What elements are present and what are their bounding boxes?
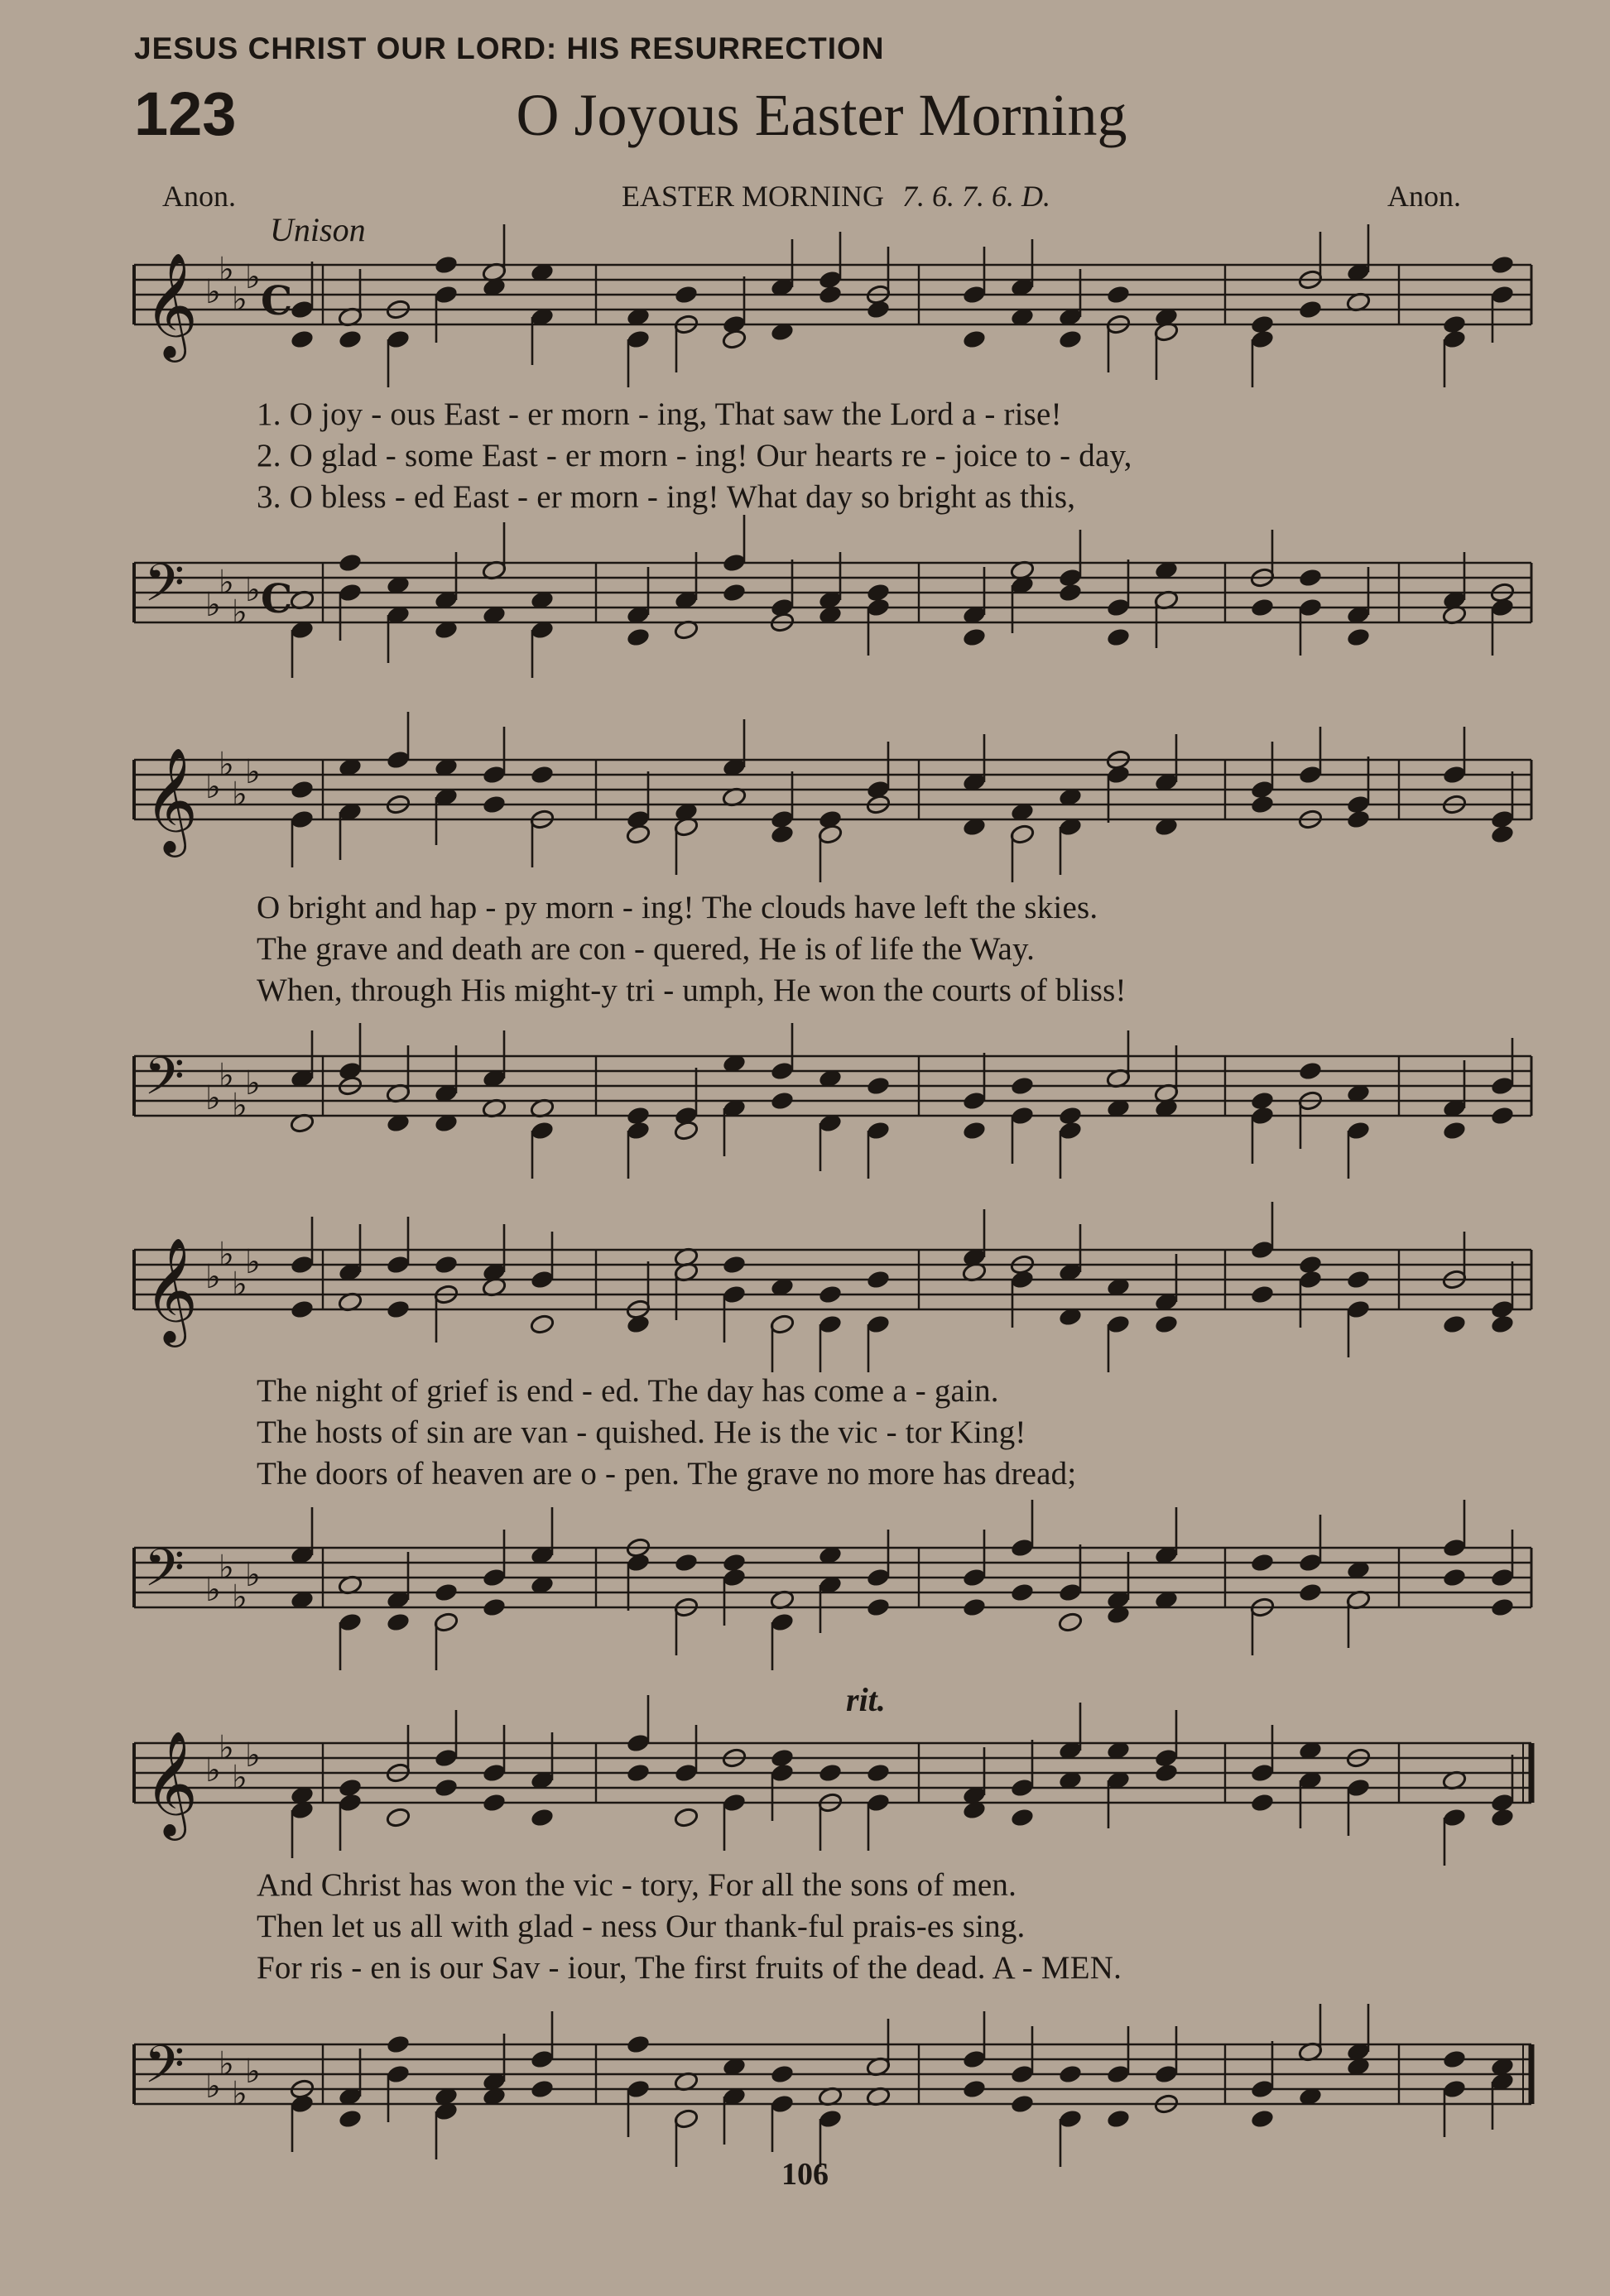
note-head [1010, 1582, 1036, 1603]
treble-clef-icon: 𝄞 [144, 1237, 199, 1343]
lyric-line: The grave and death are con - quered, He is of life the Way. [257, 931, 1036, 967]
note-head [962, 329, 988, 350]
lyric-line: The night of grief is end - ed. The day has come a - gain. [257, 1373, 999, 1409]
section-heading: JESUS CHRIST OUR LORD: HIS RESURRECTION [134, 31, 885, 65]
lyric-line: For ris - en is our Sav - iour, The first fruits of the dead. A - MEN. [257, 1950, 1122, 1986]
note-head [1250, 1792, 1276, 1813]
flat-sign-icon: ♭ [219, 1236, 234, 1274]
time-signature-icon: C [261, 278, 293, 324]
note-head [770, 2063, 795, 2085]
note-head [1490, 1807, 1516, 1828]
note-head [530, 1314, 555, 1335]
note-head [1442, 1314, 1468, 1335]
flat-sign-icon: ♭ [245, 1556, 261, 1594]
lyric-line: 2. O glad - some East - er morn - ing! Our hearts re - joice to - day, [257, 438, 1132, 473]
note-head [386, 2034, 411, 2055]
note-head [1010, 2093, 1036, 2115]
flat-sign-icon: ♭ [205, 2068, 221, 2106]
page-number: 106 [781, 2157, 829, 2192]
flat-sign-icon: ♭ [232, 1266, 248, 1304]
note-head [866, 1075, 892, 1097]
note-head [962, 2078, 988, 2100]
lyric-line: O bright and hap - py morn - ing! The clouds have left the skies. [257, 890, 1098, 925]
flat-sign-icon: ♭ [232, 1087, 248, 1125]
note-head [1058, 329, 1084, 350]
note-head [1346, 809, 1372, 830]
treble-staff-2 [124, 743, 1540, 853]
treble-staff-3 [124, 1233, 1540, 1343]
note-head [1490, 254, 1516, 276]
lyric-line: The hosts of sin are van - quished. He is the vic - tor King! [257, 1415, 1026, 1450]
flat-sign-icon: ♭ [245, 1736, 261, 1775]
flat-sign-icon: ♭ [232, 593, 248, 632]
note-head [1442, 1567, 1468, 1588]
flat-sign-icon: ♭ [232, 1759, 248, 1797]
note-head [962, 627, 988, 648]
bass-clef-icon: 𝄢 [144, 1537, 185, 1611]
note-head [1250, 597, 1276, 618]
hymn-number: 123 [134, 79, 237, 148]
bass-clef-icon: 𝄢 [144, 1045, 185, 1119]
note-head [674, 1120, 699, 1141]
bass-clef-icon: 𝄢 [144, 552, 185, 626]
note-head [674, 1552, 699, 1573]
note-head [338, 552, 363, 574]
treble-clef-icon: 𝄞 [144, 747, 199, 853]
lyric-line: When, through His might-y tri - umph, He won the courts of bliss! [257, 973, 1127, 1008]
note-head [1490, 1105, 1516, 1126]
note-head [1058, 1612, 1084, 1633]
note-head [722, 1254, 747, 1275]
flat-sign-icon: ♭ [219, 564, 234, 602]
unison-direction: Unison [270, 211, 366, 248]
rit-direction: rit. [846, 1681, 886, 1718]
note-head [818, 1762, 843, 1784]
note-head [434, 1777, 459, 1799]
note-head [674, 1807, 699, 1828]
note-head [1490, 1314, 1516, 1335]
note-head [866, 1269, 892, 1290]
note-head [1298, 299, 1324, 320]
tune-info [0, 179, 1610, 214]
flat-sign-icon: ♭ [219, 1057, 234, 1095]
note-head [386, 1299, 411, 1320]
note-head [1298, 1060, 1324, 1082]
flat-sign-icon: ♭ [205, 768, 221, 806]
note-head [1010, 1807, 1036, 1828]
note-head [482, 794, 507, 815]
music-credit: Anon. [1387, 180, 1461, 213]
time-signature-icon: C [261, 576, 293, 622]
note-head [290, 779, 315, 800]
note-head [1250, 1552, 1276, 1573]
note-head [962, 1120, 988, 1141]
note-head [866, 299, 892, 320]
bass-staff-1 [124, 546, 1540, 646]
note-head [674, 284, 699, 305]
note-head [1106, 284, 1132, 305]
note-head [626, 824, 651, 845]
bass-staff-4 [124, 2028, 1540, 2127]
flat-sign-icon: ♭ [245, 258, 261, 296]
flat-sign-icon: ♭ [245, 1064, 261, 1102]
note-head [434, 1254, 459, 1275]
note-head [866, 1762, 892, 1784]
note-head [530, 764, 555, 785]
note-head [1154, 1762, 1180, 1784]
note-head [626, 2034, 651, 2055]
note-head [1106, 2108, 1132, 2130]
note-head [1250, 2108, 1276, 2130]
note-head [434, 254, 459, 276]
treble-staff-1 [124, 248, 1540, 358]
note-head [338, 329, 363, 350]
bass-clef-icon: 𝄢 [144, 2034, 185, 2107]
flat-sign-icon: ♭ [205, 1258, 221, 1296]
note-head [770, 824, 795, 845]
note-head [1010, 1075, 1036, 1097]
note-head [1298, 567, 1324, 588]
words-credit: Anon. [162, 180, 236, 213]
lyric-line: The doors of heaven are o - pen. The grave no more has dread; [257, 1456, 1077, 1491]
flat-sign-icon: ♭ [245, 753, 261, 791]
note-head [1250, 1284, 1276, 1305]
flat-sign-icon: ♭ [219, 746, 234, 784]
flat-sign-icon: ♭ [245, 571, 261, 609]
note-head [1442, 1120, 1468, 1141]
note-head [770, 1090, 795, 1112]
tune-meter: 7. 6. 7. 6. D. [902, 180, 1050, 213]
note-head [722, 329, 747, 350]
note-head [818, 1284, 843, 1305]
flat-sign-icon: ♭ [245, 1243, 261, 1281]
note-head [1442, 2049, 1468, 2070]
note-head [818, 284, 843, 305]
note-head [1346, 1269, 1372, 1290]
note-head [1106, 627, 1132, 648]
bass-staff-2 [124, 1040, 1540, 1139]
note-head [1490, 824, 1516, 845]
note-head [482, 1597, 507, 1618]
note-head [1490, 1597, 1516, 1618]
flat-sign-icon: ♭ [205, 273, 221, 311]
flat-sign-icon: ♭ [232, 1578, 248, 1616]
flat-sign-icon: ♭ [205, 586, 221, 624]
note-head [626, 1762, 651, 1784]
lyric-line: Then let us all with glad - ness Our thank-ful prais-es sing. [257, 1909, 1026, 1944]
note-head [386, 1612, 411, 1633]
flat-sign-icon: ♭ [205, 1079, 221, 1117]
note-head [290, 1299, 315, 1320]
note-head [626, 627, 651, 648]
flat-sign-icon: ♭ [219, 1729, 234, 1767]
note-head [434, 1582, 459, 1603]
note-head [530, 1807, 555, 1828]
flat-sign-icon: ♭ [219, 1549, 234, 1587]
flat-sign-icon: ♭ [219, 2045, 234, 2083]
treble-clef-icon: 𝄞 [144, 252, 199, 358]
bass-staff-3 [124, 1531, 1540, 1631]
note-head [962, 1597, 988, 1618]
note-head [338, 2108, 363, 2130]
lyric-line: 3. O bless - ed East - er morn - ing! What day so bright as this, [257, 479, 1076, 515]
flat-sign-icon: ♭ [219, 251, 234, 289]
note-head [1058, 582, 1084, 603]
note-head [1154, 1314, 1180, 1335]
tune-name: EASTER MORNING [621, 180, 884, 213]
note-head [1250, 794, 1276, 815]
lyric-line: And Christ has won the vic - tory, For all the sons of men. [257, 1867, 1017, 1903]
flat-sign-icon: ♭ [232, 776, 248, 814]
hymn-title: O Joyous Easter Morning [516, 82, 1127, 148]
flat-sign-icon: ♭ [232, 2075, 248, 2113]
treble-staff-4 [124, 1727, 1540, 1836]
flat-sign-icon: ♭ [245, 2053, 261, 2091]
lyric-line: 1. O joy - ous East - er morn - ing, That saw the Lord a - rise! [257, 396, 1062, 432]
note-head [1346, 627, 1372, 648]
flat-sign-icon: ♭ [205, 1571, 221, 1609]
note-head [482, 1792, 507, 1813]
flat-sign-icon: ♭ [205, 1751, 221, 1789]
note-head [290, 329, 315, 350]
note-head [866, 1597, 892, 1618]
treble-clef-icon: 𝄞 [144, 1730, 199, 1836]
flat-sign-icon: ♭ [232, 281, 248, 319]
note-head [530, 2078, 555, 2100]
note-head [722, 582, 747, 603]
note-head [386, 1807, 411, 1828]
note-head [1058, 2063, 1084, 2085]
note-head [1298, 1582, 1324, 1603]
note-head [626, 1314, 651, 1335]
